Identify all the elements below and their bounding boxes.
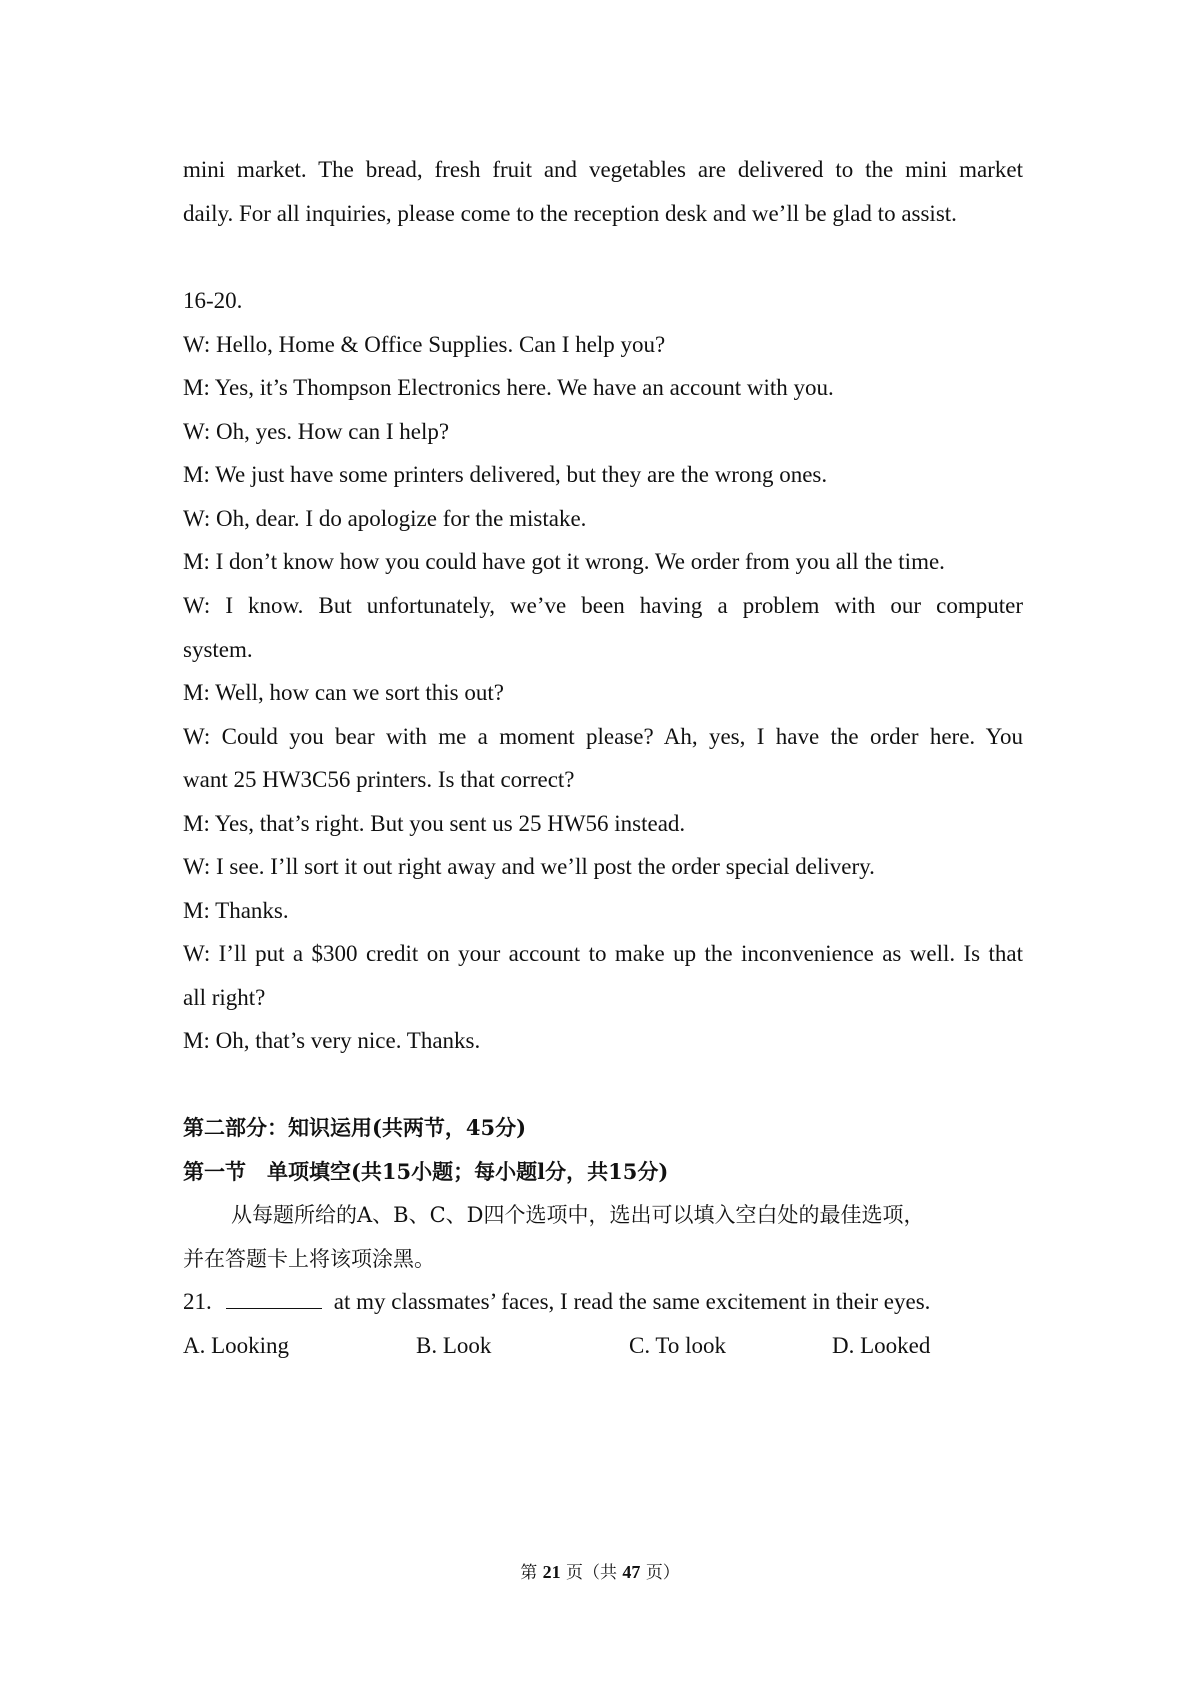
section-heading: 第一节 单项填空(共15小题；每小题l分，共15分): [183, 1159, 669, 1184]
dialogue-line: W: Oh, dear. I do apologize for the mistake.: [183, 506, 587, 531]
dialogue-line: M: Oh, that’s very nice. Thanks.: [183, 1028, 481, 1053]
dialogue-line: W: Oh, yes. How can I help?: [183, 419, 450, 444]
dialogue-line: all right?: [183, 985, 266, 1010]
total-pages: 47: [622, 1562, 641, 1582]
dialogue-line: M: Well, how can we sort this out?: [183, 680, 504, 705]
option-b: B. Look: [416, 1333, 492, 1358]
dialogue-line: M: Yes, it’s Thompson Electronics here. We have an account with you.: [183, 375, 834, 400]
answer-blank: [226, 1288, 322, 1309]
question-text: at my classmates’ faces, I read the same excitement in their eyes.: [333, 1289, 931, 1314]
instructions-line: 并在答题卡上将该项涂黑。: [183, 1247, 435, 1271]
dialogue-line: M: I don’t know how you could have got it wrong. We order from you all the time.: [183, 549, 945, 574]
footer-prefix: 第: [520, 1563, 538, 1583]
paragraph-line: mini market. The bread, fresh fruit and vegetables are delivered to the mini market: [183, 157, 1023, 182]
option-c: C. To look: [629, 1333, 727, 1358]
dialogue-line: M: Thanks.: [183, 898, 289, 923]
footer-middle: 页（共: [566, 1563, 617, 1583]
dialogue-line: W: I see. I’ll sort it out right away and we’ll post the order special delivery.: [183, 854, 875, 879]
dialogue-line: want 25 HW3C56 printers. Is that correct?: [183, 767, 575, 792]
instructions-line: 从每题所给的A、B、C、D四个选项中，选出可以填入空白处的最佳选项，: [231, 1203, 925, 1227]
dialogue-line: system.: [183, 637, 253, 662]
part-heading: 第二部分：知识运用(共两节，45分): [183, 1115, 527, 1140]
option-d: D. Looked: [832, 1333, 931, 1358]
dialogue-line: W: I know. But unfortunately, we’ve been having a problem with our computer: [183, 593, 1023, 618]
paragraph-line: daily. For all inquiries, please come to the reception desk and we’ll be glad to assist.: [183, 201, 957, 226]
dialogue-line: M: Yes, that’s right. But you sent us 25 HW56 instead.: [183, 811, 686, 836]
section-label: 16-20.: [183, 288, 243, 313]
question-21: [183, 1287, 1023, 1317]
dialogue-line: W: I’ll put a $300 credit on your account to make up the inconvenience as well. Is that: [183, 941, 1023, 966]
question-number: 21.: [183, 1289, 212, 1314]
option-a: A. Looking: [183, 1333, 290, 1358]
dialogue-line: W: Hello, Home & Office Supplies. Can I help you?: [183, 332, 666, 357]
dialogue-line: W: Could you bear with me a moment please? Ah, yes, I have the order here. You: [183, 724, 1023, 749]
page-footer: [0, 1560, 1200, 1585]
footer-suffix: 页）: [645, 1563, 680, 1583]
dialogue-line: M: We just have some printers delivered, but they are the wrong ones.: [183, 462, 828, 487]
page-number: 21: [542, 1562, 561, 1582]
